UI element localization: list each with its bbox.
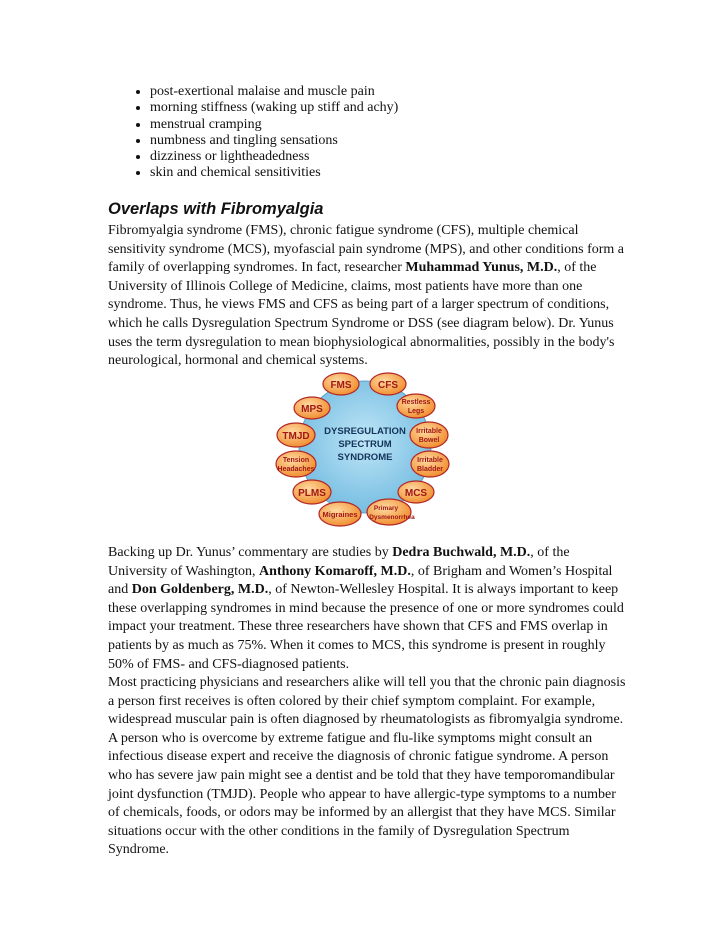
node-irritable-bladder [411, 451, 449, 477]
node-cfs-label: CFS [378, 380, 398, 391]
node-primary-dysmenorrhea [367, 499, 415, 525]
researcher-name: Don Goldenberg, M.D. [131, 582, 269, 598]
list-item: • morning stiffness (waking up stiff and achy) [150, 100, 710, 116]
node-restless-line1: Restless [401, 399, 431, 406]
paragraph-text: , of the University of Illinois College of Medicine, claims, most patients have more than one syndrome. Thus, he views FMS and CFS as being part of a larger spectrum of conditions, which he calls Dysregulation Spectrum Syndrome or DSS (see diagram below). Dr. Yunus uses the term dysregulation to mean biophysiological abnormalities, possibly in the body's neurological, hormonal and chemical systems. [108, 260, 615, 369]
symptom-list [108, 84, 710, 182]
list-item: • numbness and tingling sensations [150, 133, 710, 149]
node-tension-headaches [276, 451, 316, 477]
paragraph-research [108, 544, 628, 674]
node-ibladder-line1: Irritable [417, 457, 443, 464]
paragraph-text: , of Brigham and Women’s Hospital and [108, 563, 613, 598]
node-ibowel-line1: Irritable [416, 428, 442, 435]
list-item: • menstrual cramping [150, 117, 710, 133]
paragraph-overlaps [108, 222, 628, 371]
researcher-name: Dedra Buchwald, M.D. [392, 545, 531, 560]
researcher-name: Anthony Komaroff, M.D. [259, 563, 411, 579]
node-mcs-label: MCS [404, 488, 428, 499]
list-item: • skin and chemical sensitivities [150, 165, 710, 181]
node-mcs [398, 481, 434, 503]
list-item: • post-exertional malaise and muscle pain [150, 84, 710, 100]
node-migraines-label: Migraines [322, 510, 358, 519]
researcher-name: Muhammad Yunus, M.D. [405, 260, 558, 276]
paragraph-text: , of the University of Washington, [108, 545, 570, 579]
node-cfs [370, 373, 406, 395]
node-headaches-line1: Tension [282, 457, 310, 464]
node-dysmenorrhea-line2: Dysmenorrhea [369, 514, 415, 521]
node-plms-label: PLMS [298, 488, 326, 499]
node-irritable-bowel [410, 422, 448, 448]
node-migraines [319, 502, 361, 526]
list-item: • dizziness or lightheadedness [150, 149, 710, 165]
node-ibladder-line2: Bladder [416, 466, 444, 473]
paragraph-diagnosis: Most practicing physicians and researchers alike will tell you that the chronic pain diagnosis a person first receives is often colored by their chief symptom complaint. For example, widespread muscular pain is often diagnosed by rheumatologists as fibromyalgia syndrome. A person who is overcome by extreme fatigue and flu-like symptoms might consult an infectious disease expert and receive the diagnosis of chronic fatigue syndrome. A person who has severe jaw pain might see a dentist and be told that they have temporomandibular joint dysfunction (TMJD). People who appear to have allergic-type symptoms to a number of chemicals, foods, or odors may be informed by an allergist that they have MCS. Similar situations occur with the other conditions in the family of Dysregulation Spectrum Syndrome. [108, 675, 626, 858]
node-mps [294, 397, 330, 419]
section-heading: Overlaps with Fibromyalgia [108, 200, 324, 218]
node-headaches-line2: Headaches [277, 466, 315, 473]
paragraph-text: , of Newton-Wellesley Hospital. It is always important to keep these overlapping syndromes in mind because the presence of one or more syndromes could impact your treatment. These three researchers have shown that CFS and FMS overlap in patients by as much as 75%. When it comes to MCS, this syndrome is present in roughly 50% of FMS- and CFS-diagnosed patients. [108, 582, 624, 672]
node-mps-label: MPS [301, 404, 323, 415]
node-restless-line2: Legs [407, 408, 425, 415]
node-tmjd-label: TMJD [282, 431, 310, 442]
center-label-line1: DYSREGULATION [324, 426, 406, 437]
center-label-line3: SYNDROME [337, 452, 393, 463]
node-fms [323, 373, 359, 395]
node-dysmenorrhea-line1: Primary [373, 505, 399, 512]
node-plms [293, 480, 331, 504]
paragraph-text: Fibromyalgia syndrome (FMS), chronic fatigue syndrome (CFS), multiple chemical sensitivity syndrome (MCS), myofascial pain syndrome (MPS), and other conditions form a family of overlapping syndromes. In fact, researcher [108, 223, 624, 276]
paragraph-text: Backing up Dr. Yunus’ commentary are studies by [108, 545, 393, 560]
center-label-line2: SPECTRUM [338, 439, 392, 450]
dss-diagram [270, 362, 460, 532]
node-fms-label: FMS [330, 380, 352, 391]
node-ibowel-line2: Bowel [418, 437, 440, 444]
node-tmjd [277, 423, 315, 447]
node-restless-legs [397, 394, 435, 418]
